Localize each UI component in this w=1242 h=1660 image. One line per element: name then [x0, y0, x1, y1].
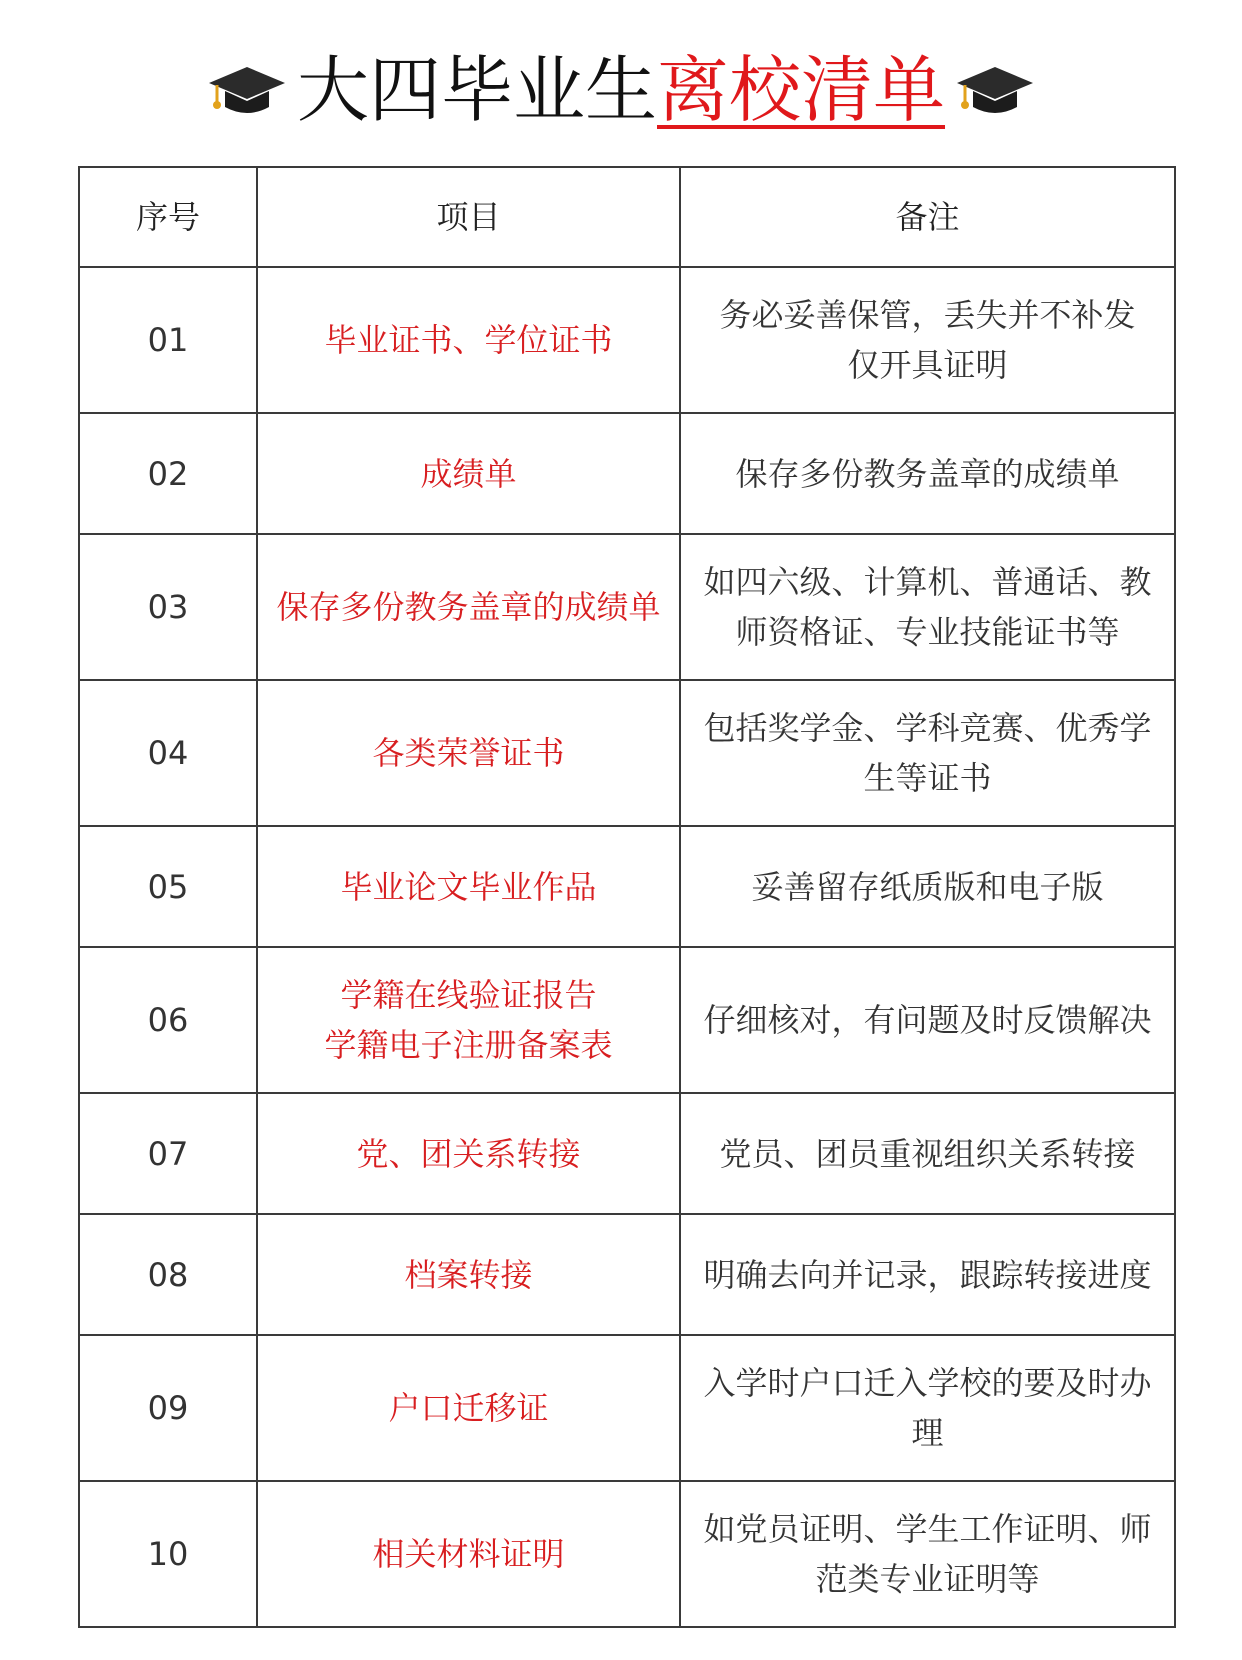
row-number: 07: [79, 1093, 257, 1214]
row-note-line: 理: [911, 1414, 944, 1452]
row-number: 09: [79, 1335, 257, 1481]
row-note-line: 范类专业证明等: [815, 1560, 1040, 1598]
table-row: [79, 267, 1175, 413]
row-item-line: 各类荣誉证书: [372, 734, 565, 772]
row-item-line: 学籍在线验证报告: [340, 976, 597, 1014]
row-item-line: 毕业证书、学位证书: [324, 321, 613, 359]
row-note-line: 保存多份教务盖章的成绩单: [735, 454, 1120, 493]
row-number: 05: [79, 826, 257, 947]
row-item: [257, 1093, 680, 1214]
row-note: [680, 826, 1175, 947]
row-number: 02: [79, 413, 257, 534]
row-note: [680, 680, 1175, 826]
row-item: [257, 1335, 680, 1481]
row-note: [680, 1093, 1175, 1214]
row-number: 01: [79, 267, 257, 413]
table-row: [79, 680, 1175, 826]
row-note: [680, 947, 1175, 1093]
row-note: [680, 534, 1175, 680]
row-note-line: 仔细核对，有问题及时反馈解决: [703, 1001, 1152, 1039]
table-row: [79, 1481, 1175, 1627]
row-item-line: 保存多份教务盖章的成绩单: [276, 588, 661, 626]
row-note-line: 入学时户口迁入学校的要及时办: [703, 1364, 1152, 1402]
row-item-line: 相关材料证明: [372, 1535, 565, 1573]
table-row: [79, 1335, 1175, 1481]
row-note-line: 包括奖学金、学科竞赛、优秀学: [703, 709, 1152, 747]
row-note: [680, 267, 1175, 413]
row-item: [257, 413, 680, 534]
row-item: [257, 680, 680, 826]
row-item-line: 毕业论文毕业作品: [340, 867, 597, 906]
title-prefix: 大四毕业生: [296, 48, 657, 132]
row-note-line: 党员、团员重视组织关系转接: [719, 1134, 1136, 1173]
table-row: [79, 947, 1175, 1093]
row-number: 08: [79, 1214, 257, 1335]
header-item: 项目: [257, 167, 680, 267]
row-note-line: 务必妥善保管，丢失并不补发: [719, 296, 1136, 334]
table-header-row: [79, 167, 1175, 267]
row-item: [257, 1481, 680, 1627]
row-note-line: 仅开具证明: [847, 346, 1008, 384]
row-number: 04: [79, 680, 257, 826]
row-note-line: 师资格证、专业技能证书等: [735, 613, 1120, 651]
table-row: [79, 534, 1175, 680]
checklist-table: [78, 166, 1176, 1628]
row-note-line: 明确去向并记录，跟踪转接进度: [703, 1255, 1152, 1294]
row-note-line: 妥善留存纸质版和电子版: [751, 867, 1104, 906]
row-number: 03: [79, 534, 257, 680]
row-number: 10: [79, 1481, 257, 1627]
row-item: [257, 1214, 680, 1335]
row-note-line: 如四六级、计算机、普通话、教: [703, 563, 1152, 601]
row-item-line: 档案转接: [404, 1255, 533, 1294]
title-highlight: 离校清单: [657, 48, 946, 132]
row-item-line: 党、团关系转接: [356, 1134, 581, 1173]
row-note: [680, 413, 1175, 534]
row-item: [257, 534, 680, 680]
row-item: [257, 947, 680, 1093]
row-item-line: 学籍电子注册备案表: [324, 1026, 613, 1064]
graduation-cap-icon: [955, 55, 1035, 125]
header-note: 备注: [680, 167, 1175, 267]
row-item-line: 成绩单: [420, 454, 517, 493]
header-no: 序号: [79, 167, 257, 267]
table-row: [79, 413, 1175, 534]
row-item: [257, 267, 680, 413]
row-note: [680, 1214, 1175, 1335]
table-row: [79, 1214, 1175, 1335]
row-item: [257, 826, 680, 947]
table-row: [79, 826, 1175, 947]
row-note-line: 如党员证明、学生工作证明、师: [703, 1510, 1152, 1548]
graduation-cap-icon: [207, 55, 287, 125]
row-number: 06: [79, 947, 257, 1093]
row-item-line: 户口迁移证: [388, 1389, 549, 1427]
row-note: [680, 1481, 1175, 1627]
row-note: [680, 1335, 1175, 1481]
row-note-line: 生等证书: [863, 759, 992, 797]
table-row: [79, 1093, 1175, 1214]
page-title: [0, 42, 1242, 138]
